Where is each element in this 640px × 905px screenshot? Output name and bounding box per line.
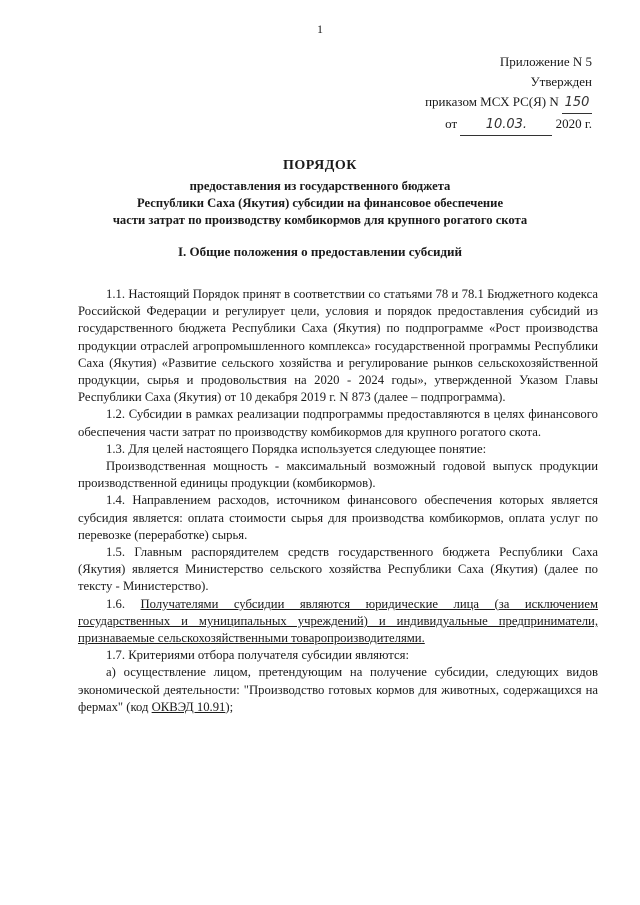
paragraph-1-1: 1.1. Настоящий Порядок принят в соответствии со статьями 78 и 78.1 Бюджетного кодекса Российской Федерации и регулирует цели, условия и порядок предоставления субсидий из государственного бюджета Республики Саха (Якутия) по подпрограмме «Рост производства продукции отраслей агропромышленного комплекса» государственной программы Республики Саха (Якутия) «Развитие сельского хозяйства и регулирование рынков сельскохозяйственной продукции, сырья и продовольствия на 2020 - 2024 годы», утвержденной Указом Главы Республики Саха (Якутия) от 10 декабря 2019 г. N 873 (далее – подпрограмма). [78,287,598,405]
document-title: ПОРЯДОК [283,158,357,173]
order-prefix: приказом МСХ РС(Я) N [425,94,559,109]
paragraph-1-6-number: 1.6. [106,596,126,611]
paragraph-1-2: 1.2. Субсидии в рамках реализации подпрограммы предоставляются в целях финансового обеспечения части затрат по производству комбикормов для крупного рогатого скота. [78,407,598,439]
approval-block [425,52,592,136]
paragraph-1-7-a [78,664,598,716]
paragraph-1-6-text: Получателями субсидии являются юридические лица (за исключением государственных и муниципальных учреждений) и индивидуальные предприниматели, признаваемые сельскохозяйственными товаропроизводителями. [78,596,598,646]
paragraph-1-3: 1.3. Для целей настоящего Порядка используется следующее понятие: [106,441,487,456]
order-line [425,92,592,114]
document-body [78,286,598,716]
paragraph-1-4: 1.4. Направлением расходов, источником финансового обеспечения которых является субсидия является: оплата стоимости сырья для производства комбикормов, оплата услуг по перевозке (переработке) сырья. [78,493,598,542]
paragraph-1-6 [78,596,598,648]
date-year: 2020 г. [555,116,592,131]
page-number: 1 [317,22,323,36]
date-prefix: от [445,116,458,131]
section-heading: I. Общие положения о предоставлении субсидий [177,244,463,259]
appendix-label: Приложение N 5 [499,54,592,69]
paragraph-1-7-a-text: а) осуществление лицом, претендующим на получение субсидии, следующих видов экономической деятельности: "Производство готовых кормов для животных, содержащихся на фермах" (код [78,665,598,714]
paragraph-1-7: 1.7. Критериями отбора получателя субсидии являются: [106,648,409,663]
subtitle-line: предоставления из государственного бюджета [189,179,451,193]
approved-label: Утвержден [530,74,592,89]
paragraph-1-7-a-end: ); [225,699,234,714]
order-number: 150 [562,93,592,114]
document-subtitle [0,178,640,229]
paragraph-1-3-definition: Производственная мощность - максимальный возможный годовой выпуск продукции производственной единицы продукции (комбикормов). [78,459,598,491]
subtitle-line: части затрат по производству комбикормов для крупного рогатого скота [112,213,528,227]
subtitle-line: Республики Саха (Якутия) субсидии на финансовое обеспечение [136,196,504,210]
paragraph-1-5: 1.5. Главным распорядителем средств государственного бюджета Республики Саха (Якутия) является Министерство сельского хозяйства Республики Саха (Якутия) (далее по тексту - Министерство). [78,545,598,594]
order-date: 10.03. [460,115,552,136]
okved-link[interactable]: ОКВЭД 10.91 [151,699,226,714]
date-line [425,114,592,136]
